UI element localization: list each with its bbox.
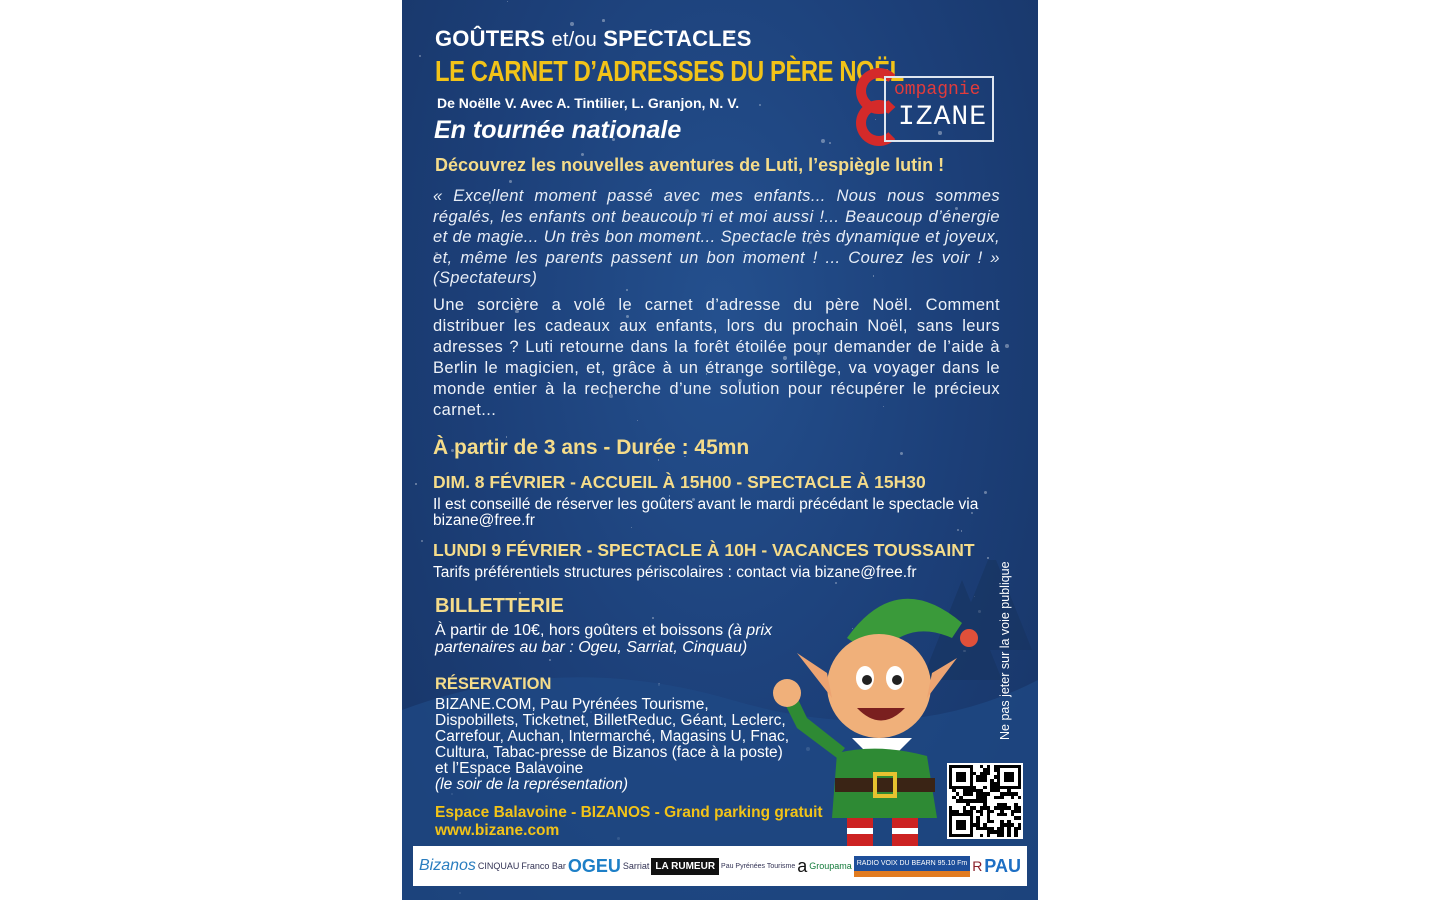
snowflake	[602, 19, 605, 22]
venue: Espace Balavoine - BIZANOS - Grand parking gratuit	[435, 804, 823, 821]
snowflake	[626, 289, 628, 291]
subtitle-goûters-spectacles: GOÛTERS et/ou SPECTACLES	[435, 26, 752, 51]
tour-label: En tournée nationale	[434, 116, 682, 144]
show-date-1: DIM. 8 FÉVRIER - ACCUEIL À 15H00 - SPECTACLE À 15H30	[433, 472, 926, 492]
snowflake	[957, 529, 959, 531]
sponsor-logo-groupama: Groupama	[809, 861, 852, 871]
sponsor-logo-pau: PAU	[984, 855, 1021, 876]
sponsor-logo-r: R	[972, 858, 983, 874]
credits: De Noëlle V. Avec A. Tintilier, L. Granjon, N. V.	[437, 95, 740, 111]
snowflake	[984, 491, 987, 494]
sponsor-logo-tourisme: Pau Pyrénées Tourisme	[721, 862, 796, 870]
snowflake	[829, 142, 831, 144]
show-note-2: Tarifs préférentiels structures périscolaires : contact via bizane@free.fr	[433, 564, 917, 581]
sponsor-logo-franco-bar: Franco Bar	[521, 861, 566, 871]
compagnie-bizane-logo: ompagnie IZANE	[854, 66, 1000, 142]
snowflake	[421, 540, 423, 542]
vertical-notice: Ne pas jeter sur la voie publique	[998, 561, 1012, 740]
snowflake	[759, 104, 761, 106]
snowflake	[987, 557, 988, 558]
sponsor-logo-sarriat: Sarriat	[622, 861, 650, 871]
audience-quote: « Excellent moment passé avec mes enfants... Nous nous sommes régalés, les enfants ont beaucoup ri et moi aussi !... Beaucoup d’énergie et de magie... Un très bon moment... Spectacle très dynamique et joyeux, et, même les parents passent un bon moment ! ... Courez les voir ! » (Spectateurs)	[433, 187, 1000, 288]
snowflake	[1005, 344, 1009, 348]
snowflake	[821, 139, 825, 143]
sponsor-logo-bizanos: Bizanos	[419, 857, 476, 874]
reservation-heading: RÉSERVATION	[435, 675, 552, 693]
snowflake	[509, 180, 512, 183]
age-duration: À partir de 3 ans - Durée : 45mn	[433, 436, 750, 459]
synopsis: Une sorcière a volé le carnet d’adresse du père Noël. Comment distribuer les cadeaux aux enfants, lors du prochain Noël, sans leurs adresses ? Luti retourne dans la forêt étoilée pour demander de l’aide à Berlin le magicien, et, grâce à un étrange sortilège, va voyager dans le monde entier à la recherche d’une solution pour récupérer le précieux carnet...	[433, 296, 1000, 419]
website-link[interactable]: www.bizane.com	[435, 822, 560, 839]
billetterie-text: À partir de 10€, hors goûters et boissons (à prix partenaires au bar : Ogeu, Sarriat, Cinquau)	[435, 622, 773, 656]
qr-code[interactable]	[947, 763, 1023, 839]
snowflake	[419, 55, 421, 57]
sponsor-logo-la-rumeur: LA RUMEUR	[651, 858, 719, 875]
snowflake	[415, 483, 416, 484]
sponsor-logo-ogeu: OGEU	[567, 855, 621, 876]
sponsor-logo-cinquau: CINQUAU	[477, 861, 520, 871]
billetterie-heading: BILLETTERIE	[435, 595, 564, 617]
reservation-text: BIZANE.COM, Pau Pyrénées Tourisme, Dispobillets, Ticketnet, BilletReduc, Géant, Leclerc, Carrefour, Auchan, Intermarché, Magasins U, Fnac, Cultura, Tabac-presse de Bizanos (face à la poste) et l’Espace Balavoine (le soir de la représentation)	[435, 696, 790, 793]
tagline: Découvrez les nouvelles aventures de Luti, l’espiègle lutin !	[435, 155, 945, 175]
sponsor-strip	[413, 846, 1027, 886]
sponsor-logo-radio: RADIO VOIX DU BEARN 95.10 Fm	[854, 856, 970, 877]
snowflake	[507, 1, 508, 2]
poster	[402, 0, 1038, 900]
show-note-1: Il est conseillé de réserver les goûters avant le mardi précédant le spectacle via bizane@free.fr	[433, 496, 979, 529]
sponsor-logo-a: a	[797, 855, 808, 876]
snowflake	[961, 530, 962, 531]
show-date-2: LUNDI 9 FÉVRIER - SPECTACLE À 10H - VACANCES TOUSSAINT	[433, 540, 975, 560]
show-title: LE CARNET D’ADRESSES DU PÈRE NOËL	[435, 56, 904, 88]
snowflake	[900, 452, 903, 455]
